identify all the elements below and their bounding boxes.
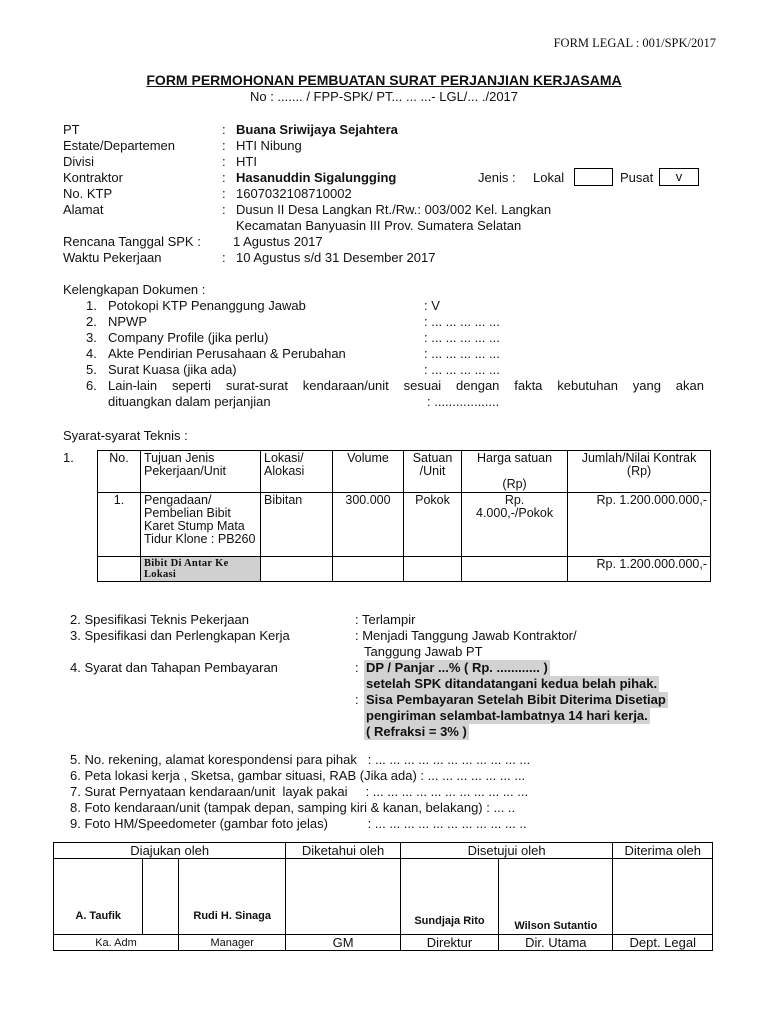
lokal-label: Lokal: [533, 170, 565, 185]
header-tujuan: Tujuan Jenis Pekerjaan/Unit: [141, 451, 261, 493]
other-item-8: 8. Foto kendaraan/unit (tampak depan, samping kiri & kanan, belakang) : ... ..: [70, 800, 516, 815]
waktu-value: 10 Agustus s/d 31 Desember 2017: [236, 250, 436, 265]
row-volume: 300.000: [333, 493, 404, 557]
pusat-label: Pusat: [620, 170, 654, 185]
sign-name-1: A. Taufik: [54, 859, 143, 935]
header-diajukan: Diajukan oleh: [54, 843, 286, 859]
kontraktor-colon: :: [222, 170, 226, 185]
header-jumlah: [568, 451, 711, 493]
pay-line-5: ( Refraksi = 3% ): [366, 724, 467, 739]
signature-space-row: [54, 859, 713, 935]
pay-line-2: setelah SPK ditandatangani kedua belah pihak.: [366, 676, 658, 691]
divisi-label: Divisi: [63, 154, 95, 169]
jenis-label: Jenis :: [478, 170, 516, 185]
header-harga: [462, 451, 568, 493]
header-volume: Volume: [333, 451, 404, 493]
divisi-colon: :: [222, 154, 226, 169]
total-no-cell: [98, 557, 141, 582]
other-item-5: 5. No. rekening, alamat korespondensi para pihak : ... ... ... ... ... ... ... ... ... ... ...: [70, 752, 531, 767]
dokumen-item-number: 2.: [86, 314, 97, 329]
dokumen-item-label: Company Profile (jika perlu): [108, 330, 269, 345]
header-disetujui: Disetujui oleh: [400, 843, 613, 859]
pay-line-3: Sisa Pembayaran Setelah Bibit Diterima Disetiap: [366, 692, 666, 707]
sign-name-2: Rudi H. Sinaga: [179, 859, 286, 935]
page-title: FORM PERMOHONAN PEMBUATAN SURAT PERJANJIAN KERJASAMA: [146, 72, 622, 88]
estate-label: Estate/Departemen: [63, 138, 176, 153]
dokumen-item-value: : V: [424, 298, 440, 313]
row-no: 1.: [98, 493, 141, 557]
other-item-6: 6. Peta lokasi kerja , Sketsa, gambar situasi, RAB (Jika ada) : ... ... ... ... ... ... ...: [70, 768, 526, 783]
row-satuan: Pokok: [404, 493, 462, 557]
dokumen-item-number: 5.: [86, 362, 97, 377]
lokal-checkbox[interactable]: [574, 168, 613, 186]
dokumen-item-6-value: : ..................: [427, 394, 500, 409]
estate-value: HTI Nibung: [236, 138, 302, 153]
spec-item-3-value-2: Tanggung Jawab PT: [364, 644, 483, 659]
dokumen-item-label: Surat Kuasa (jika ada): [108, 362, 237, 377]
total-cell-3: [261, 557, 333, 582]
header-no: No.: [98, 451, 141, 493]
table-header-row: [98, 451, 711, 493]
pt-value: Buana Sriwijaya Sejahtera: [236, 122, 398, 137]
header-lokasi: Lokasi/ Alokasi: [261, 451, 333, 493]
dokumen-item-value: : ... ... ... ... ...: [424, 314, 500, 329]
sign-name-4: Wilson Sutantio: [499, 859, 613, 935]
header-harga-label: Harga satuan: [477, 451, 553, 465]
pay-colon-1: :: [355, 660, 359, 675]
other-item-9: 9. Foto HM/Speedometer (gambar foto jelas) : ... ... ... ... ... ... ... ... ... ... ..: [70, 816, 527, 831]
spec-item-2-value: : Terlampir: [355, 612, 416, 627]
waktu-label: Waktu Pekerjaan: [63, 250, 162, 265]
teknis-heading: Syarat-syarat Teknis :: [63, 428, 188, 443]
header-jumlah-unit: (Rp): [626, 464, 652, 478]
divisi-value: HTI: [236, 154, 257, 169]
total-value: Rp. 1.200.000.000,-: [568, 557, 711, 582]
waktu-colon: :: [222, 250, 226, 265]
row-tujuan: Pengadaan/ Pembelian Bibit Karet Stump Mata Tidur Klone : PB260: [141, 493, 261, 557]
spec-item-4-label: 4. Syarat dan Tahapan Pembayaran: [70, 660, 278, 675]
role-dir-utama: Dir. Utama: [499, 935, 613, 951]
document-number: No : ....... / FPP-SPK/ PT... ... ...- LGL/... ./2017: [249, 89, 519, 104]
teknis-table: [97, 450, 711, 582]
form-code: FORM LEGAL : 001/SPK/2017: [553, 36, 716, 50]
signature-role-row: [54, 935, 713, 951]
dokumen-item-value: : ... ... ... ... ...: [424, 362, 500, 377]
row-harga: Rp. 4.000,-/Pokok: [462, 493, 568, 557]
total-cell-5: [404, 557, 462, 582]
header-diketahui: Diketahui oleh: [286, 843, 400, 859]
pusat-checkbox[interactable]: v: [659, 168, 699, 186]
role-ka-adm: Ka. Adm: [54, 935, 179, 951]
dokumen-item-6-line-1: Lain-lain seperti surat-surat kendaraan/unit sesuai dengan fakta kebutuhan yang akan: [108, 378, 704, 393]
dokumen-item-number: 4.: [86, 346, 97, 361]
header-jumlah-label: Jumlah/Nilai Kontrak: [581, 451, 697, 465]
signature-table: [53, 842, 713, 951]
header-harga-unit: (Rp): [502, 477, 527, 491]
role-direktur: Direktur: [400, 935, 498, 951]
ktp-value: 1607032108710002: [236, 186, 352, 201]
dokumen-item-number: 3.: [86, 330, 97, 345]
sign-gm: [286, 859, 400, 935]
dokumen-item-label: Akte Pendirian Perusahaan & Perubahan: [108, 346, 346, 361]
rencana-value: 1 Agustus 2017: [233, 234, 323, 249]
header-satuan: Satuan /Unit: [404, 451, 462, 493]
dokumen-item-label: Potokopi KTP Penanggung Jawab: [108, 298, 306, 313]
kontraktor-value: Hasanuddin Sigalungging: [236, 170, 397, 185]
delivery-note: Bibit Di Antar Ke Lokasi: [141, 557, 261, 582]
kontraktor-label: Kontraktor: [63, 170, 123, 185]
spec-item-3-value: : Menjadi Tanggung Jawab Kontraktor/: [355, 628, 577, 643]
total-cell-4: [333, 557, 404, 582]
header-diterima: Diterima oleh: [613, 843, 713, 859]
role-dept-legal: Dept. Legal: [613, 935, 713, 951]
pay-line-1: DP / Panjar ...% ( Rp. ............ ): [366, 660, 548, 675]
ktp-label: No. KTP: [63, 186, 113, 201]
dokumen-item-value: : ... ... ... ... ...: [424, 330, 500, 345]
dokumen-item-label: NPWP: [108, 314, 147, 329]
teknis-number: 1.: [63, 450, 74, 465]
alamat-line-2: Kecamatan Banyuasin III Prov. Sumatera Selatan: [236, 218, 522, 233]
signature-header-row: [54, 843, 713, 859]
row-lokasi: Bibitan: [261, 493, 333, 557]
rencana-label: Rencana Tanggal SPK :: [63, 234, 201, 249]
estate-colon: :: [222, 138, 226, 153]
sign-name-3: Sundjaja Rito: [400, 859, 498, 935]
dokumen-item-6-line-2: dituangkan dalam perjanjian: [108, 394, 271, 409]
ktp-colon: :: [222, 186, 226, 201]
dokumen-item-6-number: 6.: [86, 378, 97, 393]
dokumen-item-number: 1.: [86, 298, 97, 313]
pt-label: PT: [63, 122, 80, 137]
other-item-7: 7. Surat Pernyataan kendaraan/unit layak pakai : ... ... ... ... ... ... ... ... ... ... ...: [70, 784, 529, 799]
row-jumlah: Rp. 1.200.000.000,-: [568, 493, 711, 557]
pay-line-4: pengiriman selambat-lambatnya 14 hari kerja.: [366, 708, 648, 723]
dokumen-heading: Kelengkapan Dokumen :: [63, 282, 206, 297]
pt-colon: :: [222, 122, 226, 137]
role-manager: Manager: [179, 935, 286, 951]
alamat-line-1: Dusun II Desa Langkan Rt./Rw.: 003/002 Kel. Langkan: [236, 202, 552, 217]
table-row: [98, 493, 711, 557]
role-gm: GM: [286, 935, 400, 951]
sign-blank: [143, 859, 179, 935]
sign-legal: [613, 859, 713, 935]
alamat-label: Alamat: [63, 202, 104, 217]
pay-colon-2: :: [355, 692, 359, 707]
table-total-row: [98, 557, 711, 582]
spec-item-2-label: 2. Spesifikasi Teknis Pekerjaan: [70, 612, 249, 627]
total-cell-6: [462, 557, 568, 582]
spec-item-3-label: 3. Spesifikasi dan Perlengkapan Kerja: [70, 628, 290, 643]
dokumen-item-value: : ... ... ... ... ...: [424, 346, 500, 361]
alamat-colon: :: [222, 202, 226, 217]
